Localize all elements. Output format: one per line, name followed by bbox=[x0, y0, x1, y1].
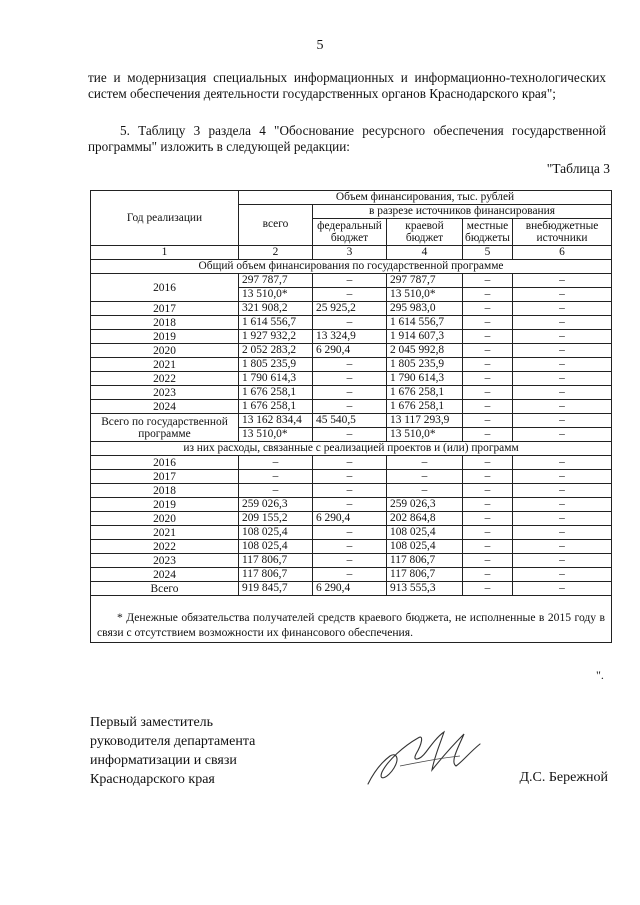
table-row bbox=[91, 540, 612, 554]
closing-quote: ". bbox=[596, 668, 604, 682]
header-federal: федеральный бюджет bbox=[313, 219, 387, 246]
regional-cell: 117 806,7 bbox=[387, 568, 463, 582]
regional-cell: 13 117 293,9 bbox=[387, 414, 463, 428]
table-row bbox=[91, 400, 612, 414]
year-cell: 2019 bbox=[91, 498, 239, 512]
total-cell: 13 510,0* bbox=[239, 288, 313, 302]
federal-cell: – bbox=[313, 400, 387, 414]
regional-cell: – bbox=[387, 456, 463, 470]
extra-cell: – bbox=[513, 400, 612, 414]
regional-cell: 1 790 614,3 bbox=[387, 372, 463, 386]
extra-cell: – bbox=[513, 372, 612, 386]
year-cell: 2017 bbox=[91, 470, 239, 484]
year-cell: 2016 bbox=[91, 456, 239, 470]
local-cell: – bbox=[463, 540, 513, 554]
regional-cell: 295 983,0 bbox=[387, 302, 463, 316]
local-cell: – bbox=[463, 274, 513, 288]
extra-cell: – bbox=[513, 470, 612, 484]
item-paragraph: 5. Таблицу 3 раздела 4 "Обоснование ресурсного обеспечения государственной программы" изложить в следующей редакции: bbox=[88, 123, 606, 154]
local-cell: – bbox=[463, 568, 513, 582]
federal-cell: – bbox=[313, 484, 387, 498]
header-extra: внебюджетные источники bbox=[513, 219, 612, 246]
col-number: 1 bbox=[91, 246, 239, 260]
local-cell: – bbox=[463, 456, 513, 470]
extra-cell: – bbox=[513, 414, 612, 428]
year-cell: 2018 bbox=[91, 316, 239, 330]
federal-cell: – bbox=[313, 288, 387, 302]
col-number: 5 bbox=[463, 246, 513, 260]
extra-cell: – bbox=[513, 358, 612, 372]
local-cell: – bbox=[463, 484, 513, 498]
local-cell: – bbox=[463, 582, 513, 596]
table-row bbox=[91, 484, 612, 498]
regional-cell: 913 555,3 bbox=[387, 582, 463, 596]
total-cell: – bbox=[239, 456, 313, 470]
local-cell: – bbox=[463, 386, 513, 400]
extra-cell: – bbox=[513, 498, 612, 512]
year-cell: 2020 bbox=[91, 344, 239, 358]
year-cell: 2021 bbox=[91, 358, 239, 372]
year-cell: 2016 bbox=[91, 274, 239, 302]
financing-table bbox=[90, 190, 612, 643]
total-cell: 259 026,3 bbox=[239, 498, 313, 512]
year-cell: 2024 bbox=[91, 400, 239, 414]
col-number: 4 bbox=[387, 246, 463, 260]
year-cell: 2022 bbox=[91, 540, 239, 554]
extra-cell: – bbox=[513, 386, 612, 400]
handwritten-signature bbox=[360, 722, 490, 792]
signer-name: Д.С. Бережной bbox=[519, 770, 608, 785]
table-row bbox=[91, 386, 612, 400]
total-cell: 297 787,7 bbox=[239, 274, 313, 288]
local-cell: – bbox=[463, 302, 513, 316]
federal-cell: – bbox=[313, 456, 387, 470]
federal-cell: 13 324,9 bbox=[313, 330, 387, 344]
extra-cell: – bbox=[513, 274, 612, 288]
regional-cell: 117 806,7 bbox=[387, 554, 463, 568]
local-cell: – bbox=[463, 288, 513, 302]
total-cell: 108 025,4 bbox=[239, 526, 313, 540]
regional-cell: 202 864,8 bbox=[387, 512, 463, 526]
year-cell: 2019 bbox=[91, 330, 239, 344]
signer-line: информатизации и связи bbox=[90, 753, 237, 768]
total-cell: 919 845,7 bbox=[239, 582, 313, 596]
page-number: 5 bbox=[316, 38, 324, 53]
table-row bbox=[91, 316, 612, 330]
signer-line: Краснодарского края bbox=[90, 772, 215, 787]
total-cell: 117 806,7 bbox=[239, 554, 313, 568]
total-cell: 1 676 258,1 bbox=[239, 386, 313, 400]
header-year: Год реализации bbox=[91, 191, 239, 246]
table-row bbox=[91, 456, 612, 470]
year-cell: 2022 bbox=[91, 372, 239, 386]
section-2-title-row bbox=[91, 442, 612, 456]
extra-cell: – bbox=[513, 316, 612, 330]
federal-cell: – bbox=[313, 554, 387, 568]
local-cell: – bbox=[463, 344, 513, 358]
regional-cell: 1 805 235,9 bbox=[387, 358, 463, 372]
federal-cell: – bbox=[313, 498, 387, 512]
total-cell: 1 927 932,2 bbox=[239, 330, 313, 344]
year-cell: 2023 bbox=[91, 554, 239, 568]
col-number: 3 bbox=[313, 246, 387, 260]
regional-cell: 2 045 992,8 bbox=[387, 344, 463, 358]
federal-cell: – bbox=[313, 358, 387, 372]
local-cell: – bbox=[463, 512, 513, 526]
total-cell: 13 510,0* bbox=[239, 428, 313, 442]
col-number: 2 bbox=[239, 246, 313, 260]
regional-cell: 1 676 258,1 bbox=[387, 400, 463, 414]
extra-cell: – bbox=[513, 526, 612, 540]
signer-title bbox=[90, 713, 255, 789]
regional-cell: 108 025,4 bbox=[387, 526, 463, 540]
total-cell: 117 806,7 bbox=[239, 568, 313, 582]
local-cell: – bbox=[463, 316, 513, 330]
extra-cell: – bbox=[513, 582, 612, 596]
federal-cell: – bbox=[313, 428, 387, 442]
federal-cell: 6 290,4 bbox=[313, 512, 387, 526]
federal-cell: 6 290,4 bbox=[313, 344, 387, 358]
local-cell: – bbox=[463, 470, 513, 484]
regional-cell: 1 914 607,3 bbox=[387, 330, 463, 344]
table-row bbox=[91, 568, 612, 582]
header-volume: Объем финансирования, тыс. рублей bbox=[239, 191, 612, 205]
federal-cell: – bbox=[313, 568, 387, 582]
year-cell: 2017 bbox=[91, 302, 239, 316]
col-number: 6 bbox=[513, 246, 612, 260]
table-row bbox=[91, 526, 612, 540]
extra-cell: – bbox=[513, 512, 612, 526]
year-cell: 2024 bbox=[91, 568, 239, 582]
year-cell: 2023 bbox=[91, 386, 239, 400]
column-number-row bbox=[91, 246, 612, 260]
federal-cell: – bbox=[313, 274, 387, 288]
extra-cell: – bbox=[513, 554, 612, 568]
local-cell: – bbox=[463, 330, 513, 344]
total-cell: 2 052 283,2 bbox=[239, 344, 313, 358]
section-title: из них расходы, связанные с реализацией проектов и (или) программ bbox=[91, 442, 612, 456]
year-cell: Всего bbox=[91, 582, 239, 596]
local-cell: – bbox=[463, 414, 513, 428]
local-cell: – bbox=[463, 400, 513, 414]
total-cell: 1 805 235,9 bbox=[239, 358, 313, 372]
table-row bbox=[91, 512, 612, 526]
total-cell: 321 908,2 bbox=[239, 302, 313, 316]
signer-line: руководителя департамента bbox=[90, 734, 256, 749]
table-row bbox=[91, 554, 612, 568]
table-row bbox=[91, 330, 612, 344]
header-by-source: в разрезе источников финансирования bbox=[313, 205, 612, 219]
intro-paragraph: тие и модернизация специальных информационных и информационно-технологических систем обеспечения деятельности государственных органов Краснодарского края"; bbox=[88, 70, 606, 101]
federal-cell: – bbox=[313, 540, 387, 554]
year-cell: 2020 bbox=[91, 512, 239, 526]
regional-cell: 1 676 258,1 bbox=[387, 386, 463, 400]
footnote-text: * Денежные обязательства получателей средств краевого бюджета, не исполненные в 2015 году в связи с отсутствием возможности их финансового обеспечения. bbox=[97, 611, 606, 639]
table-row bbox=[91, 302, 612, 316]
local-cell: – bbox=[463, 358, 513, 372]
total-cell: 1 614 556,7 bbox=[239, 316, 313, 330]
signer-line: Первый заместитель bbox=[90, 715, 214, 730]
regional-cell: 108 025,4 bbox=[387, 540, 463, 554]
local-cell: – bbox=[463, 372, 513, 386]
section-title: Общий объем финансирования по государственной программе bbox=[91, 260, 612, 274]
table-row bbox=[91, 358, 612, 372]
local-cell: – bbox=[463, 526, 513, 540]
extra-cell: – bbox=[513, 484, 612, 498]
extra-cell: – bbox=[513, 330, 612, 344]
table-row bbox=[91, 372, 612, 386]
federal-cell: 6 290,4 bbox=[313, 582, 387, 596]
footnote-cell bbox=[91, 596, 612, 643]
federal-cell: 25 925,2 bbox=[313, 302, 387, 316]
total-cell: 13 162 834,4 bbox=[239, 414, 313, 428]
extra-cell: – bbox=[513, 428, 612, 442]
total-cell: 108 025,4 bbox=[239, 540, 313, 554]
federal-cell: – bbox=[313, 386, 387, 400]
regional-cell: – bbox=[387, 470, 463, 484]
regional-cell: 297 787,7 bbox=[387, 274, 463, 288]
extra-cell: – bbox=[513, 568, 612, 582]
local-cell: – bbox=[463, 498, 513, 512]
extra-cell: – bbox=[513, 456, 612, 470]
regional-cell: 13 510,0* bbox=[387, 288, 463, 302]
regional-cell: – bbox=[387, 484, 463, 498]
header-row-1 bbox=[91, 191, 612, 205]
federal-cell: – bbox=[313, 526, 387, 540]
section-1-title-row bbox=[91, 260, 612, 274]
table-row bbox=[91, 470, 612, 484]
footnote-row bbox=[91, 596, 612, 643]
year-cell: 2021 bbox=[91, 526, 239, 540]
table-row bbox=[91, 498, 612, 512]
regional-cell: 1 614 556,7 bbox=[387, 316, 463, 330]
federal-cell: 45 540,5 bbox=[313, 414, 387, 428]
federal-cell: – bbox=[313, 470, 387, 484]
total-cell: – bbox=[239, 484, 313, 498]
extra-cell: – bbox=[513, 288, 612, 302]
total-cell: – bbox=[239, 470, 313, 484]
total-cell: 1 676 258,1 bbox=[239, 400, 313, 414]
table-row bbox=[91, 274, 612, 288]
year-cell: 2018 bbox=[91, 484, 239, 498]
header-total: всего bbox=[239, 205, 313, 246]
header-regional: краевой бюджет bbox=[387, 219, 463, 246]
local-cell: – bbox=[463, 428, 513, 442]
table-row bbox=[91, 344, 612, 358]
regional-cell: 13 510,0* bbox=[387, 428, 463, 442]
extra-cell: – bbox=[513, 302, 612, 316]
year-cell: Всего по государственной программе bbox=[91, 414, 239, 442]
local-cell: – bbox=[463, 554, 513, 568]
federal-cell: – bbox=[313, 316, 387, 330]
extra-cell: – bbox=[513, 344, 612, 358]
table-row bbox=[91, 582, 612, 596]
total-cell: 209 155,2 bbox=[239, 512, 313, 526]
federal-cell: – bbox=[313, 372, 387, 386]
table-caption: "Таблица 3 bbox=[546, 161, 610, 176]
header-local: местные бюджеты bbox=[463, 219, 513, 246]
extra-cell: – bbox=[513, 540, 612, 554]
regional-cell: 259 026,3 bbox=[387, 498, 463, 512]
table-row bbox=[91, 414, 612, 428]
total-cell: 1 790 614,3 bbox=[239, 372, 313, 386]
